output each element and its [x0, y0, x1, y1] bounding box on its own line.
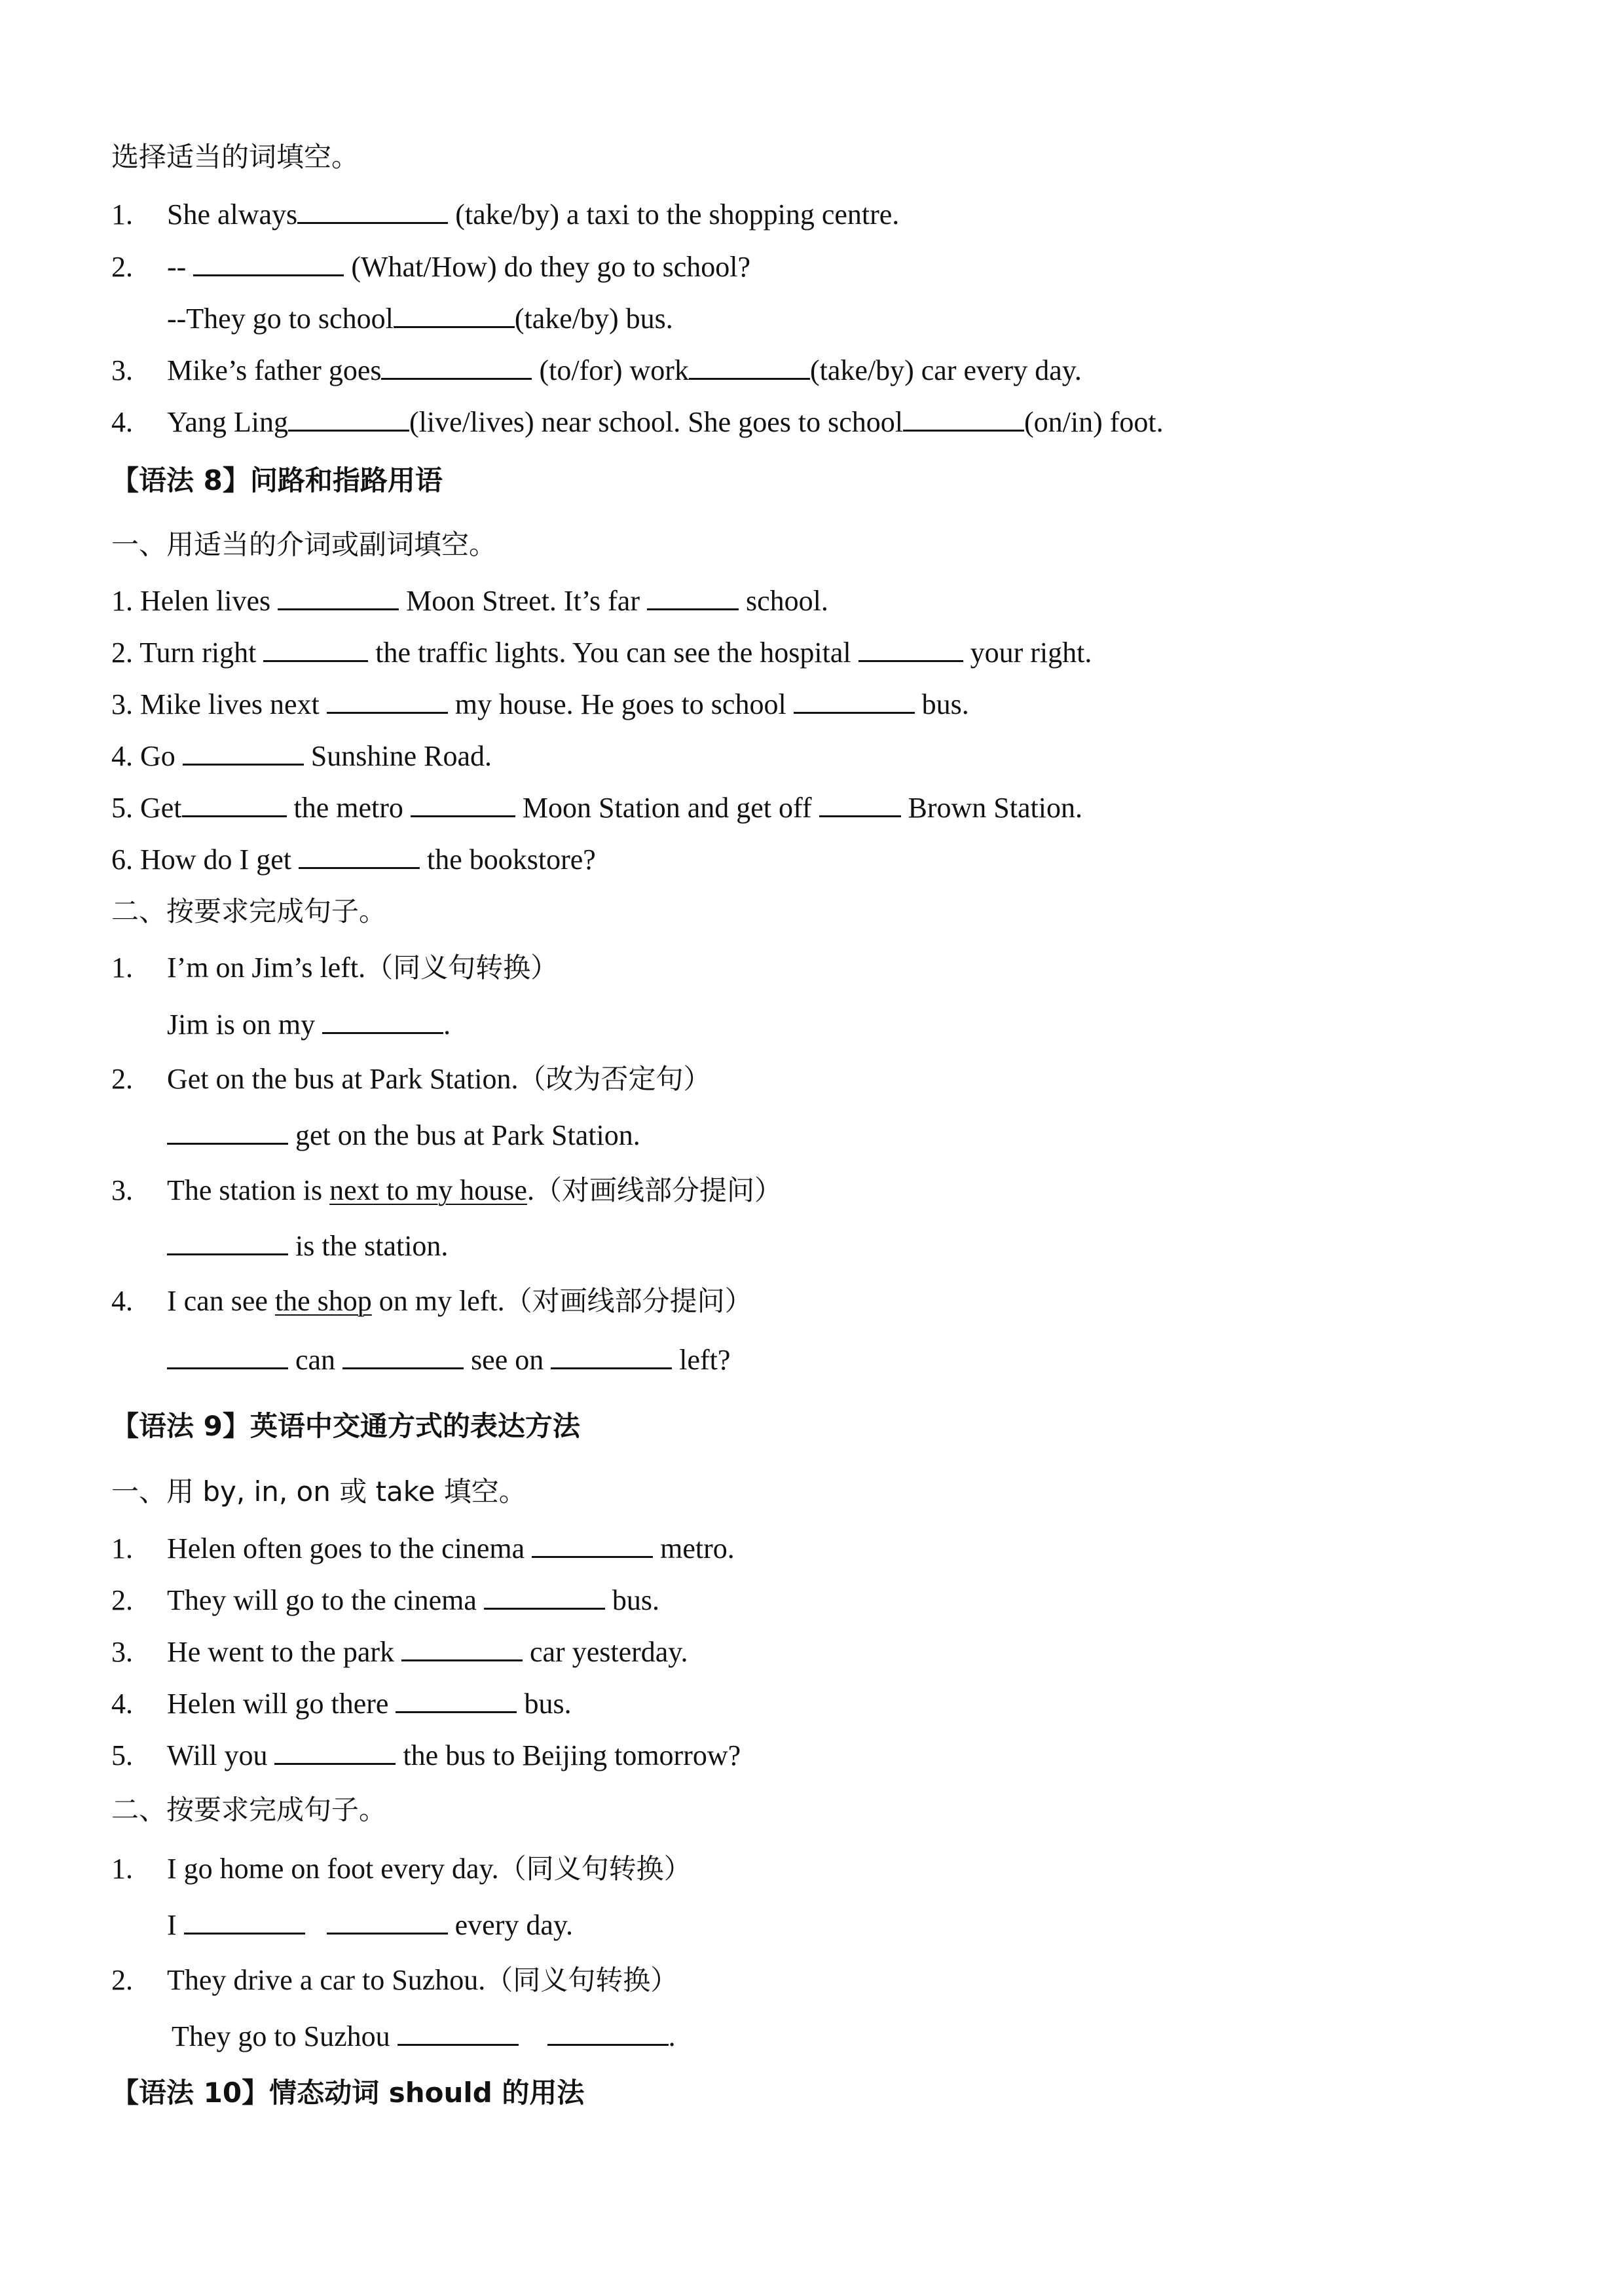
- question-3: [111, 352, 1082, 389]
- q-text: .: [668, 2020, 676, 2052]
- transport-3: [111, 1634, 688, 1671]
- q-text: --They go to school: [167, 303, 394, 335]
- grammar-10-heading: [111, 2075, 584, 2111]
- q-number: 2.: [111, 1063, 133, 1095]
- q-text: (live/lives) near school. She goes to school: [409, 406, 903, 438]
- q-text: bus.: [524, 1688, 572, 1720]
- q-text: 1. Helen lives: [111, 585, 271, 617]
- q-text: (to/for) work: [539, 354, 689, 386]
- q-text: Yang Ling: [167, 406, 289, 438]
- answer-blank[interactable]: [184, 1908, 305, 1935]
- part-2-title: [111, 893, 386, 930]
- q-text: .: [443, 1009, 451, 1041]
- q-text: They will go to the cinema: [167, 1584, 477, 1616]
- q-text: Brown Station.: [908, 792, 1082, 824]
- q-text: car yesterday.: [530, 1636, 688, 1668]
- answer-blank[interactable]: [411, 790, 515, 817]
- part-1-title: [111, 1473, 526, 1510]
- q-text: (What/How) do they go to school?: [351, 251, 751, 283]
- part-title-text: 一、用适当的介词或副词填空。: [111, 528, 497, 561]
- underlined-phrase: next to my house: [329, 1174, 527, 1206]
- q-text: Helen often goes to the cinema: [167, 1532, 525, 1565]
- answer-blank[interactable]: [167, 1118, 288, 1145]
- q-number: 2.: [111, 1964, 133, 1996]
- q-text: I go home on foot every day.: [167, 1853, 499, 1885]
- transport-4: [111, 1686, 572, 1722]
- q-text: the traffic lights. You can see the hospital: [375, 637, 851, 669]
- fill-2: [111, 635, 1092, 671]
- q-text: Jim is on my: [167, 1009, 316, 1041]
- q-text: is the station.: [295, 1230, 449, 1262]
- q-number: 4.: [111, 1285, 133, 1317]
- q-text: the metro: [293, 792, 403, 824]
- q-number: 3.: [111, 1174, 133, 1206]
- answer-blank[interactable]: [182, 790, 287, 817]
- q-text: (take/by) car every day.: [809, 354, 1082, 386]
- q-text: your right.: [970, 637, 1092, 669]
- q-text: I’m on Jim’s left.: [167, 952, 366, 984]
- q-number: 2.: [111, 251, 133, 283]
- q-text: .: [526, 1174, 534, 1206]
- sentence-2-answer: [167, 1117, 640, 1154]
- question-4: [111, 404, 1164, 441]
- answer-blank[interactable]: [299, 842, 420, 869]
- part-title-text: 二、按要求完成句子。: [111, 1794, 387, 1826]
- answer-blank[interactable]: [547, 2019, 669, 2046]
- q-text: school.: [745, 585, 828, 617]
- answer-blank[interactable]: [396, 1686, 517, 1713]
- underlined-phrase: the shop: [274, 1285, 372, 1317]
- q-text: 4. Go: [111, 740, 175, 772]
- answer-blank[interactable]: [342, 1342, 464, 1369]
- instruction: （同义句转换）: [485, 1964, 678, 1996]
- q-text: --: [167, 251, 187, 283]
- grammar-8-heading: [111, 462, 443, 499]
- answer-blank[interactable]: [167, 1342, 288, 1369]
- q-text: (take/by) bus.: [514, 303, 673, 335]
- q-text: my house. He goes to school: [454, 688, 786, 720]
- sentence-3: [111, 1172, 782, 1209]
- fill-3: [111, 686, 969, 723]
- answer-blank[interactable]: [903, 405, 1024, 432]
- q-text: 5. Get: [111, 792, 182, 824]
- q-number: 3.: [111, 354, 133, 386]
- q-text: I: [167, 1909, 177, 1941]
- heading-text: 【语法 8】问路和指路用语: [111, 464, 443, 496]
- q-number: 1.: [111, 1853, 133, 1885]
- answer-blank[interactable]: [322, 1007, 443, 1034]
- answer-blank[interactable]: [263, 635, 368, 662]
- q-text: Mike’s father goes: [167, 354, 382, 386]
- answer-blank[interactable]: [858, 635, 963, 662]
- rewrite-1: [111, 1851, 692, 1887]
- answer-blank[interactable]: [274, 1738, 396, 1765]
- q-number: 5.: [111, 1739, 133, 1771]
- answer-blank[interactable]: [278, 583, 399, 610]
- answer-blank[interactable]: [394, 301, 515, 328]
- fill-4: [111, 738, 492, 775]
- fill-1: [111, 583, 828, 620]
- answer-blank[interactable]: [819, 790, 901, 817]
- q-text: They drive a car to Suzhou.: [167, 1964, 486, 1996]
- q-number: 1.: [111, 1532, 133, 1565]
- answer-blank[interactable]: [647, 583, 739, 610]
- question-1: [111, 196, 899, 233]
- q-number: 1.: [111, 952, 133, 984]
- answer-blank[interactable]: [532, 1531, 653, 1558]
- part-title-text: 一、用 by, in, on 或 take 填空。: [111, 1475, 526, 1508]
- q-number: 4.: [111, 406, 133, 438]
- answer-blank[interactable]: [193, 250, 344, 276]
- instruction: （同义句转换）: [498, 1853, 692, 1885]
- q-text: see on: [471, 1344, 544, 1376]
- answer-blank[interactable]: [183, 739, 304, 766]
- question-2: [111, 249, 750, 286]
- sentence-3-answer: [167, 1228, 448, 1265]
- sentence-2: [111, 1061, 711, 1098]
- q-text: Moon Street. It’s far: [406, 585, 640, 617]
- part-2-title: [111, 1792, 386, 1828]
- grammar-9-heading: [111, 1408, 580, 1445]
- answer-blank[interactable]: [297, 197, 448, 224]
- answer-blank[interactable]: [327, 687, 448, 714]
- answer-blank[interactable]: [381, 353, 532, 380]
- q-number: 4.: [111, 1688, 133, 1720]
- answer-blank[interactable]: [794, 687, 915, 714]
- q-text: (take/by) a taxi to the shopping centre.: [455, 198, 900, 231]
- answer-blank[interactable]: [327, 1908, 448, 1935]
- sentence-4: [111, 1283, 752, 1320]
- transport-5: [111, 1737, 741, 1774]
- q-text: left?: [679, 1344, 731, 1376]
- answer-blank[interactable]: [397, 2019, 519, 2046]
- q-text: Sunshine Road.: [310, 740, 492, 772]
- q-text: 3. Mike lives next: [111, 688, 320, 720]
- heading-text: 【语法 10】情态动词 should 的用法: [111, 2077, 585, 2109]
- rewrite-2: [111, 1962, 678, 1999]
- answer-blank[interactable]: [689, 353, 810, 380]
- q-text: every day.: [454, 1909, 574, 1941]
- q-text: I can see: [167, 1285, 268, 1317]
- fill-5: [111, 790, 1082, 826]
- sentence-1: [111, 950, 558, 986]
- q-text: the bus to Beijing tomorrow?: [403, 1739, 741, 1771]
- heading-text: 【语法 9】英语中交通方式的表达方法: [111, 1410, 580, 1442]
- sentence-4-answer: [167, 1342, 730, 1379]
- q-text: 6. How do I get: [111, 843, 291, 876]
- q-text: get on the bus at Park Station.: [295, 1119, 640, 1151]
- answer-blank[interactable]: [401, 1635, 523, 1661]
- q-text: bus.: [921, 688, 969, 720]
- q-text: She always: [167, 198, 298, 231]
- top-title: [111, 139, 359, 176]
- q-text: 2. Turn right: [111, 637, 257, 669]
- sentence-1-answer: [167, 1007, 451, 1043]
- q-text: Will you: [167, 1739, 268, 1771]
- q-text: can: [295, 1344, 336, 1376]
- q-text: (on/in) foot.: [1024, 406, 1164, 438]
- instruction: （改为否定句）: [518, 1063, 711, 1095]
- answer-blank[interactable]: [288, 405, 409, 432]
- instruction: （对画线部分提问）: [534, 1174, 782, 1206]
- rewrite-2-answer: [172, 2018, 676, 2055]
- answer-blank[interactable]: [167, 1229, 288, 1255]
- q-number: 1.: [111, 198, 133, 231]
- q-text: on my left.: [378, 1285, 505, 1317]
- q-text: Helen will go there: [167, 1688, 389, 1720]
- q-number: 2.: [111, 1584, 133, 1616]
- q-text: He went to the park: [167, 1636, 394, 1668]
- q-text: metro.: [660, 1532, 735, 1565]
- q-text: Moon Station and get off: [522, 792, 812, 824]
- part-1-title: [111, 527, 496, 563]
- instruction: （同义句转换）: [365, 952, 559, 984]
- title-text: 选择适当的词填空。: [111, 141, 360, 173]
- part-title-text: 二、按要求完成句子。: [111, 895, 387, 927]
- transport-2: [111, 1582, 659, 1619]
- question-2-answer: [167, 301, 673, 337]
- q-text: They go to Suzhou: [172, 2020, 390, 2052]
- fill-6: [111, 842, 596, 878]
- q-text: bus.: [612, 1584, 659, 1616]
- q-text: The station is: [167, 1174, 323, 1206]
- instruction: （对画线部分提问）: [504, 1285, 752, 1317]
- q-number: 3.: [111, 1636, 133, 1668]
- transport-1: [111, 1530, 735, 1567]
- rewrite-1-answer: [167, 1907, 573, 1944]
- answer-blank[interactable]: [484, 1583, 605, 1610]
- answer-blank[interactable]: [551, 1342, 672, 1369]
- q-text: Get on the bus at Park Station.: [167, 1063, 519, 1095]
- q-text: the bookstore?: [426, 843, 596, 876]
